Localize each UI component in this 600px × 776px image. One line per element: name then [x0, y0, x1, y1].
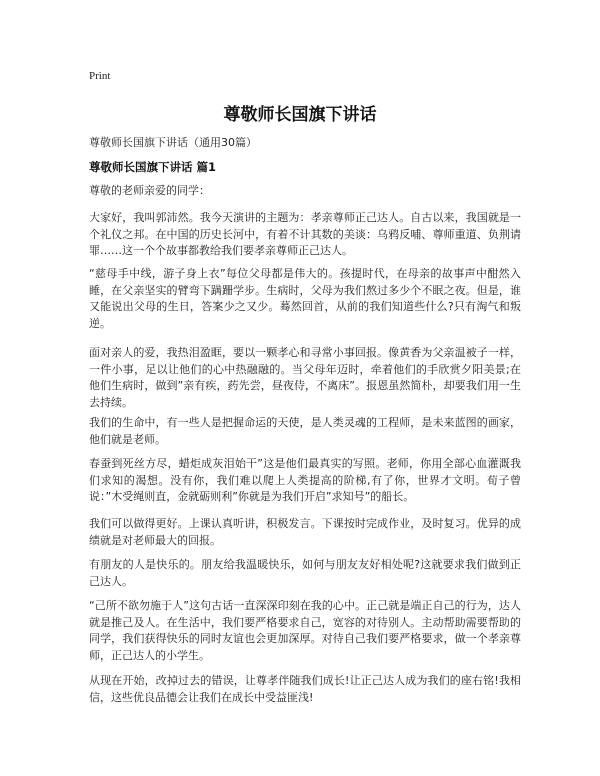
paragraph-4: 我们的生命中，有一些人是把握命运的天使，是人类灵魂的工程师，是未来蓝图的画家，他们就是老师。 — [89, 416, 521, 446]
document-subtitle: 尊敬师长国旗下讲话（通用30篇） — [89, 136, 257, 149]
paragraph-7: 有朋友的人是快乐的。朋友给我温暖快乐，如何与朋友友好相处呢?这就要求我们做到正己达人。 — [89, 558, 521, 588]
paragraph-5: 春蚕到死丝方尽，蜡炬成灰泪始干”这是他们最真实的写照。老师，你用全部心血灌溉我们求知的渴想。没有你，我们难以爬上人类提高的阶梯,有了你，世界才文明。荀子曾说：”木受绳则直，金就砺则利”你就是为我们开启”求知号”的船长。 — [89, 457, 521, 503]
paragraph-greeting: 尊敬的老师亲爱的同学： — [89, 184, 210, 197]
document-title: 尊敬师长国旗下讲话 — [223, 105, 377, 125]
paragraph-3: 面对亲人的爱，我热泪盈眶，要以一颗孝心和寻常小事回报。像黄香为父亲温被子一样，一件小事，足以让他们的心中热融融的。当父母年迈时，牵着他们的手欣赏夕阳美景;在他们生病时，做到”亲有疾，药先尝，昼夜侍，不离床”。报恩虽然简朴，却要我们用一生去持续。 — [89, 346, 521, 409]
paragraph-9: 从现在开始，改掉过去的错误，让尊孝伴随我们成长!让正己达人成为我们的座右铭!我相信，这些优良品德会让我们在成长中受益匪浅! — [89, 674, 521, 704]
paragraph-8: “己所不欲勿施于人”这句古话一直深深印刻在我的心中。正己就是端正自己的行为，达人就是推己及人。在生活中，我们要严格要求自己，宽容的对待别人。主动帮助需要帮助的同学，我们获得快乐的同时友谊也会更加深厚。对待自己我们要严格要求，做一个孝亲尊师，正己达人的小学生。 — [89, 599, 521, 662]
paragraph-1: 大家好，我叫郭沛然。我今天演讲的主题为：孝亲尊师正己达人。自古以来，我国就是一个礼仪之邦。在中国的历史长河中，有着不计其数的美谈：乌鸦反哺、尊师重道、负荆请罪……这一个个故事都教给我们要孝亲尊师正己达人。 — [89, 211, 521, 257]
print-label: Print — [89, 70, 111, 82]
paragraph-6: 我们可以做得更好。上课认真听讲，积极发言。下课按时完成作业，及时复习。优异的成绩就是对老师最大的回报。 — [89, 517, 521, 547]
paragraph-2: “慈母手中线，游子身上衣”每位父母都是伟大的。孩提时代，在母亲的故事声中酣然入睡，在父亲坚实的臂弯下蹒跚学步。生病时，父母为我们熬过多少个不眠之夜。但是，谁又能说出父母的生日，答案少之又少。蓦然回首，从前的我们知道些什么?只有淘气和叛逆。 — [89, 267, 521, 330]
section-heading: 尊敬师长国旗下讲话 篇1 — [89, 160, 217, 174]
